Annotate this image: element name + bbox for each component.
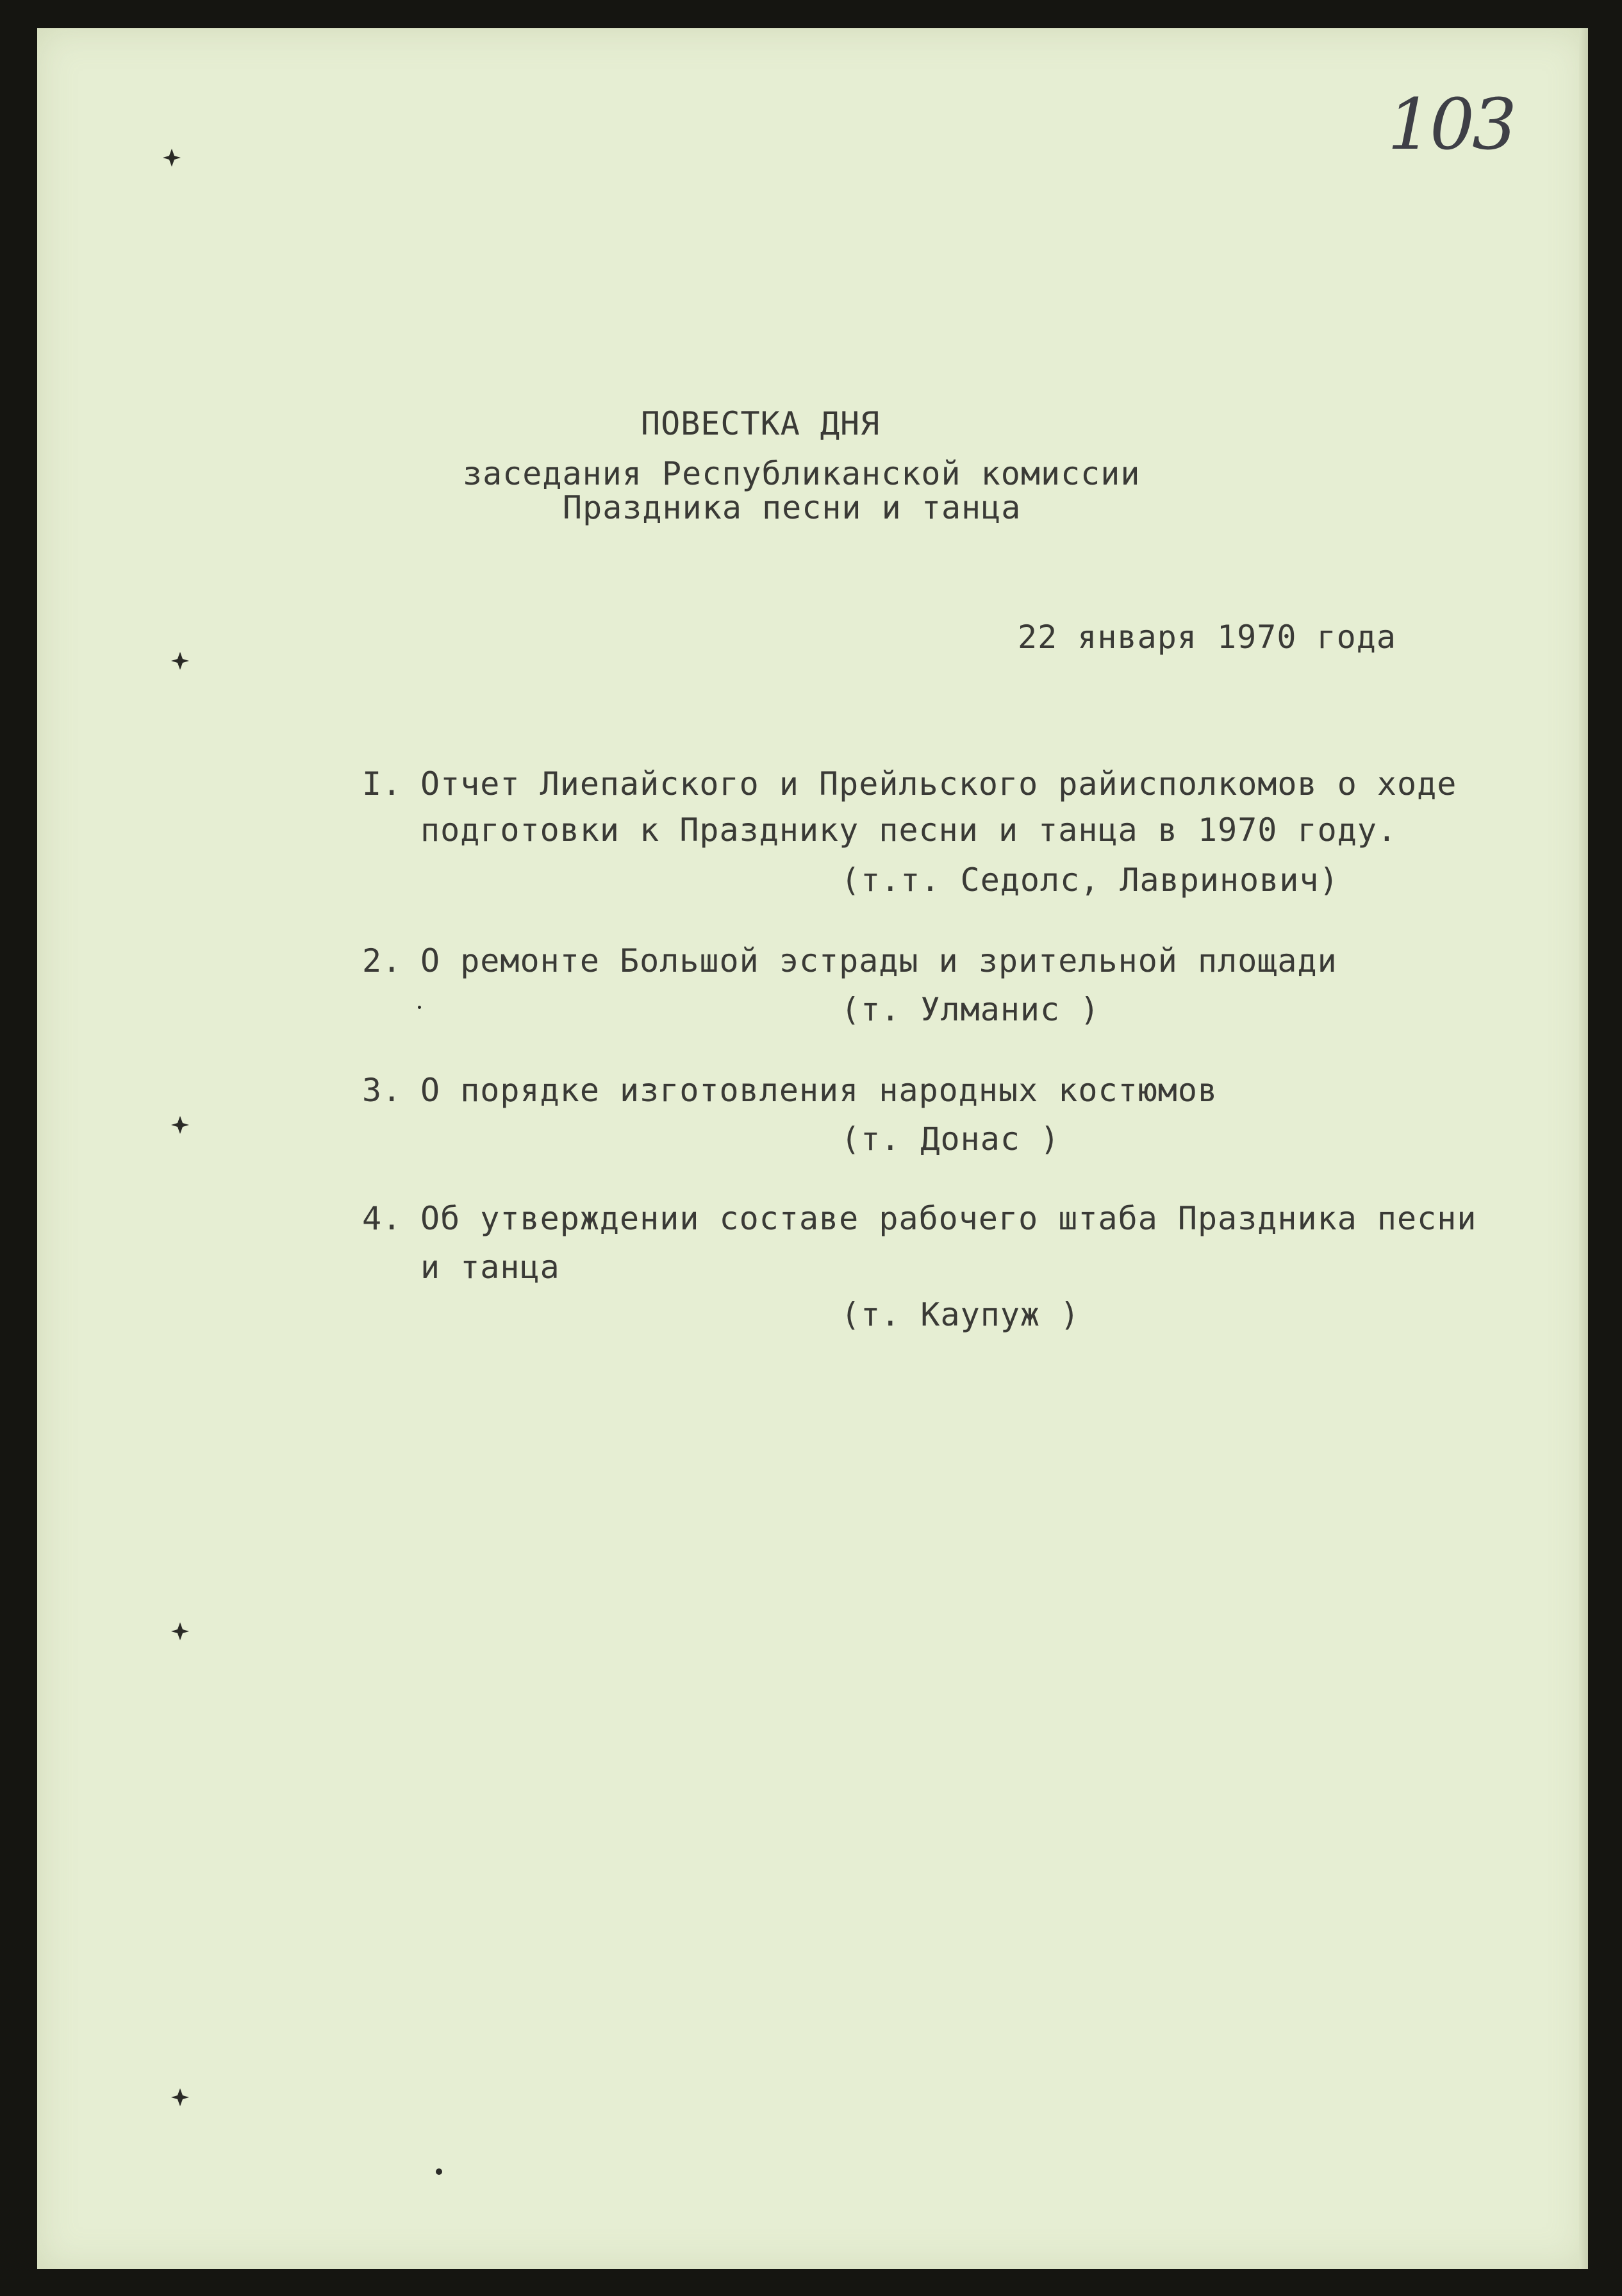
meeting-date: 22 января 1970 года (1018, 619, 1396, 656)
document-page (37, 28, 1588, 2269)
page-number: 103 (1387, 83, 1514, 165)
page-edge (1579, 28, 1588, 2269)
agenda-title: ПОВЕСТКА ДНЯ (641, 405, 881, 442)
agenda-item-text: О ремонте Большой эстрады и зрительной площади (420, 942, 1337, 979)
agenda-item-text: и танца (420, 1249, 560, 1286)
punch-hole-icon (169, 650, 191, 672)
agenda-item-speaker: (т. Донас ) (841, 1120, 1061, 1158)
punch-hole-icon (161, 147, 183, 169)
agenda-item-number: 2. (362, 942, 402, 979)
agenda-item-text: Отчет Лиепайского и Прейльского райисполкомов о ходе (420, 765, 1457, 803)
agenda-item-number: I. (362, 765, 402, 803)
agenda-item-speaker: (т. Улманис ) (841, 991, 1100, 1028)
punch-hole-icon (169, 2086, 191, 2108)
ink-speck (418, 1006, 421, 1009)
punch-hole-icon (169, 1620, 191, 1642)
agenda-item-text: Об утверждении составе рабочего штаба Праздника песни (420, 1200, 1477, 1237)
agenda-item-number: 3. (362, 1072, 402, 1109)
agenda-item-text: О порядке изготовления народных костюмов (420, 1072, 1218, 1109)
ink-speck (436, 2168, 442, 2175)
punch-hole-icon (169, 1114, 191, 1136)
agenda-item-text: подготовки к Празднику песни и танца в 1970 году. (420, 811, 1398, 849)
agenda-item-speaker: (т. Каупуж ) (841, 1296, 1080, 1333)
agenda-item-number: 4. (362, 1200, 402, 1237)
agenda-subtitle: заседания Республиканской комиссии (463, 455, 1141, 492)
agenda-item-speaker: (т.т. Седолс, Лавринович) (841, 861, 1339, 899)
agenda-subtitle: Праздника песни и танца (563, 489, 1022, 526)
